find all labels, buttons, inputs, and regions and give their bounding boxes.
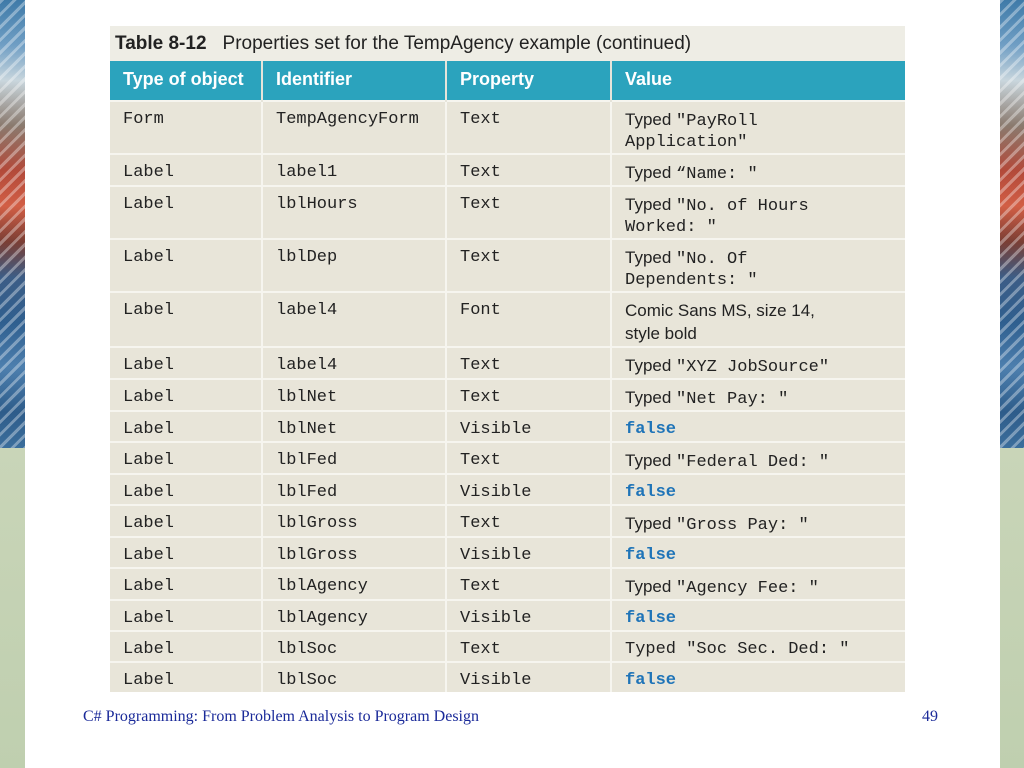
table-body: [110, 101, 905, 692]
value-text: "Federal Ded: ": [676, 453, 830, 472]
cell-identifier: label1: [262, 154, 446, 186]
cell-value: [611, 600, 905, 631]
table-row: [110, 292, 905, 347]
cell-identifier: lblGross: [262, 537, 446, 568]
table-row: [110, 379, 905, 411]
cell-identifier: lblFed: [262, 474, 446, 505]
footer-page-number: 49: [922, 708, 938, 725]
cell-property: Text: [446, 347, 611, 379]
table-header-row: [110, 61, 905, 101]
cell-identifier: lblNet: [262, 411, 446, 442]
typed-prefix: Typed: [625, 514, 677, 533]
cell-type-of-object: Label: [110, 600, 262, 631]
cell-property: Text: [446, 239, 611, 292]
typed-prefix: Typed: [625, 110, 677, 129]
table-row: [110, 631, 905, 662]
header-value: Value: [611, 61, 905, 101]
table-row: [110, 662, 905, 692]
cell-identifier: lblSoc: [262, 662, 446, 692]
table-row: [110, 186, 905, 239]
right-decorative-strip: [1000, 0, 1024, 768]
cell-type-of-object: Label: [110, 631, 262, 662]
cell-value: [611, 154, 905, 186]
table-row: [110, 505, 905, 537]
cell-property: Text: [446, 379, 611, 411]
cell-property: Font: [446, 292, 611, 347]
value-text: "XYZ JobSource": [676, 358, 830, 377]
cell-identifier: lblHours: [262, 186, 446, 239]
table-caption: [110, 26, 905, 61]
table-row: [110, 154, 905, 186]
cell-type-of-object: Label: [110, 411, 262, 442]
cell-value: [611, 347, 905, 379]
cell-property: Text: [446, 631, 611, 662]
cell-value: [611, 101, 905, 154]
cell-type-of-object: Label: [110, 347, 262, 379]
cell-property: Text: [446, 505, 611, 537]
value-text: false: [625, 420, 677, 439]
right-strip-photo: [1000, 0, 1024, 448]
table-row: [110, 568, 905, 600]
properties-table-container: [110, 26, 905, 692]
cell-identifier: lblGross: [262, 505, 446, 537]
cell-identifier: label4: [262, 347, 446, 379]
value-text: “Name: ": [676, 165, 758, 184]
left-strip-photo: [0, 0, 25, 448]
table-row: [110, 239, 905, 292]
value-text: "Net Pay: ": [676, 390, 789, 409]
value-text: "PayRoll Application": [625, 112, 758, 152]
table-title: Properties set for the TempAgency example (continued): [222, 32, 692, 54]
cell-identifier: TempAgencyForm: [262, 101, 446, 154]
table-row: [110, 347, 905, 379]
cell-type-of-object: Label: [110, 186, 262, 239]
cell-type-of-object: Label: [110, 568, 262, 600]
cell-identifier: lblSoc: [262, 631, 446, 662]
cell-value: [611, 186, 905, 239]
typed-prefix: Typed: [625, 577, 677, 596]
typed-prefix: Typed: [625, 388, 677, 407]
cell-type-of-object: Label: [110, 537, 262, 568]
header-property: Property: [446, 61, 611, 101]
table-row: [110, 101, 905, 154]
cell-identifier: lblNet: [262, 379, 446, 411]
cell-type-of-object: Label: [110, 379, 262, 411]
right-strip-band: [1000, 448, 1024, 768]
cell-type-of-object: Label: [110, 239, 262, 292]
cell-type-of-object: Form: [110, 101, 262, 154]
table-row: [110, 474, 905, 505]
cell-type-of-object: Label: [110, 442, 262, 474]
table-row: [110, 411, 905, 442]
value-text: false: [625, 546, 677, 565]
typed-prefix: Typed: [625, 248, 677, 267]
cell-type-of-object: Label: [110, 292, 262, 347]
cell-type-of-object: Label: [110, 154, 262, 186]
cell-identifier: lblFed: [262, 442, 446, 474]
table-row: [110, 600, 905, 631]
table-number: Table 8-12: [115, 32, 207, 54]
cell-property: Text: [446, 568, 611, 600]
cell-value: [611, 239, 905, 292]
cell-type-of-object: Label: [110, 474, 262, 505]
cell-identifier: label4: [262, 292, 446, 347]
cell-value: [611, 568, 905, 600]
cell-property: Visible: [446, 474, 611, 505]
cell-value: [611, 442, 905, 474]
cell-property: Text: [446, 186, 611, 239]
cell-value: [611, 505, 905, 537]
cell-property: Visible: [446, 600, 611, 631]
value-text: false: [625, 609, 677, 628]
typed-prefix: Typed: [625, 195, 677, 214]
value-text: "Gross Pay: ": [676, 516, 809, 535]
value-text: Comic Sans MS, size 14, style bold: [625, 301, 815, 343]
typed-prefix: Typed: [625, 451, 677, 470]
cell-property: Text: [446, 442, 611, 474]
value-text: false: [625, 671, 677, 690]
cell-value: [611, 537, 905, 568]
cell-identifier: lblDep: [262, 239, 446, 292]
cell-value: [611, 292, 905, 347]
cell-property: Visible: [446, 537, 611, 568]
cell-property: Visible: [446, 662, 611, 692]
cell-value: [611, 411, 905, 442]
cell-identifier: lblAgency: [262, 600, 446, 631]
cell-property: Text: [446, 101, 611, 154]
header-type-of-object: Type of object: [110, 61, 262, 101]
table-row: [110, 537, 905, 568]
value-text: Typed "Soc Sec. Ded: ": [625, 640, 850, 659]
properties-table: [110, 61, 905, 692]
footer-book-title: C# Programming: From Problem Analysis to Program Design: [83, 708, 479, 725]
value-text: false: [625, 483, 677, 502]
typed-prefix: Typed: [625, 356, 677, 375]
left-strip-band: [0, 448, 25, 768]
cell-property: Text: [446, 154, 611, 186]
table-row: [110, 442, 905, 474]
left-decorative-strip: [0, 0, 25, 768]
cell-value: [611, 379, 905, 411]
slide-footer: [83, 708, 938, 730]
cell-type-of-object: Label: [110, 662, 262, 692]
cell-property: Visible: [446, 411, 611, 442]
cell-value: [611, 474, 905, 505]
cell-type-of-object: Label: [110, 505, 262, 537]
value-text: "No. Of Dependents: ": [625, 250, 758, 290]
value-text: "No. of Hours Worked: ": [625, 197, 809, 237]
value-text: "Agency Fee: ": [676, 579, 819, 598]
typed-prefix: Typed: [625, 163, 677, 182]
cell-identifier: lblAgency: [262, 568, 446, 600]
header-identifier: Identifier: [262, 61, 446, 101]
cell-value: [611, 631, 905, 662]
cell-value: [611, 662, 905, 692]
